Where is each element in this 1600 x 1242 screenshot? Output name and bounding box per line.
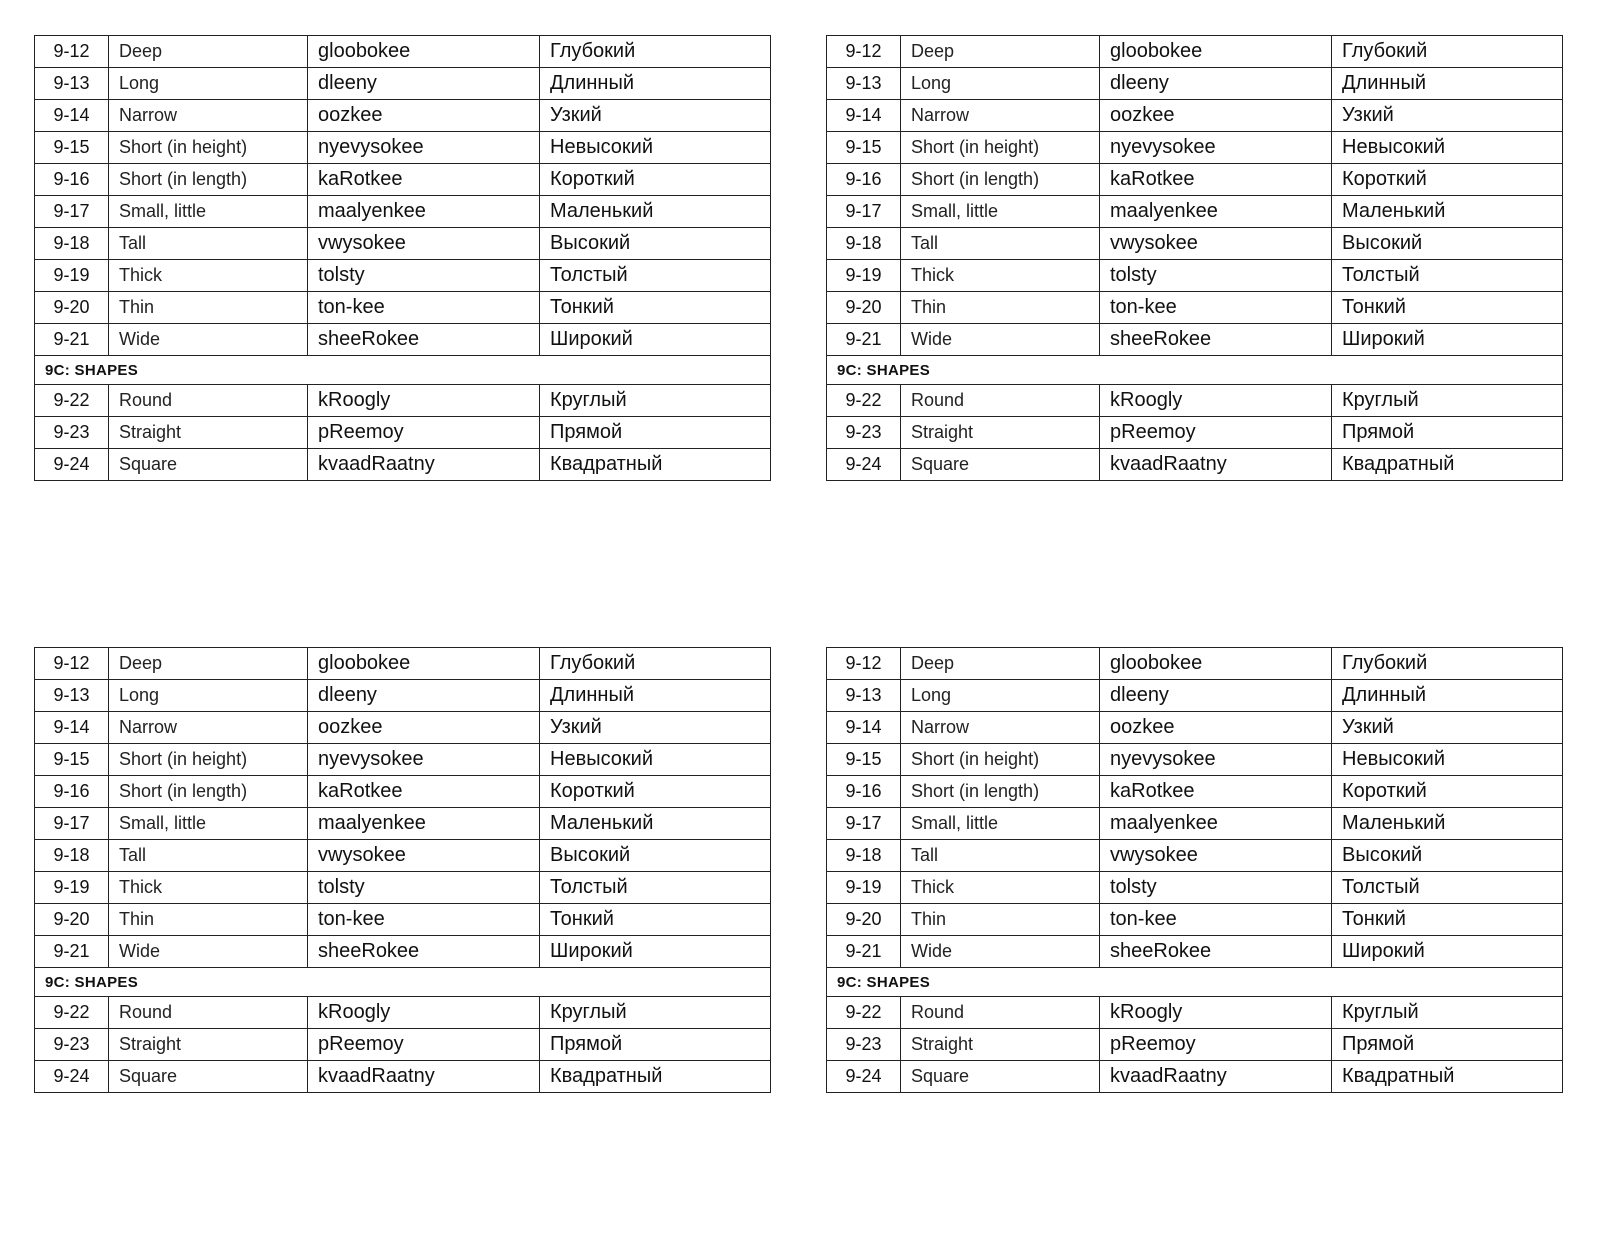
- section-title: 9C: SHAPES: [827, 968, 1563, 997]
- item-number: 9-20: [827, 292, 901, 324]
- russian-word: Невысокий: [1332, 132, 1563, 164]
- russian-word: Короткий: [1332, 164, 1563, 196]
- transliteration: dleeny: [308, 68, 540, 100]
- transliteration: kvaadRaatny: [1100, 1061, 1332, 1093]
- item-number: 9-12: [35, 648, 109, 680]
- english-word: Wide: [901, 936, 1100, 968]
- table-row: [35, 712, 771, 744]
- vocab-tbody: [35, 36, 771, 481]
- item-number: 9-20: [35, 292, 109, 324]
- item-number: 9-17: [35, 808, 109, 840]
- russian-word: Толстый: [540, 872, 771, 904]
- table-row: [35, 648, 771, 680]
- table-row: [827, 132, 1563, 164]
- transliteration: ton-kee: [308, 292, 540, 324]
- item-number: 9-12: [827, 36, 901, 68]
- russian-word: Квадратный: [540, 449, 771, 481]
- table-row: [827, 648, 1563, 680]
- item-number: 9-23: [35, 417, 109, 449]
- table-row: [827, 744, 1563, 776]
- item-number: 9-22: [35, 385, 109, 417]
- transliteration: sheeRokee: [308, 936, 540, 968]
- vocab-card-bottom-right: [826, 647, 1562, 1093]
- russian-word: Высокий: [540, 228, 771, 260]
- russian-word: Узкий: [1332, 712, 1563, 744]
- section-header-row: [827, 356, 1563, 385]
- russian-word: Узкий: [540, 100, 771, 132]
- english-word: Thick: [109, 260, 308, 292]
- english-word: Wide: [109, 324, 308, 356]
- russian-word: Широкий: [540, 324, 771, 356]
- item-number: 9-19: [827, 872, 901, 904]
- vocab-tbody: [827, 648, 1563, 1093]
- table-row: [35, 936, 771, 968]
- transliteration: oozkee: [1100, 100, 1332, 132]
- russian-word: Круглый: [540, 997, 771, 1029]
- english-word: Deep: [109, 36, 308, 68]
- russian-word: Прямой: [1332, 417, 1563, 449]
- russian-word: Широкий: [1332, 324, 1563, 356]
- vocab-card-top-left: [34, 35, 770, 481]
- russian-word: Высокий: [540, 840, 771, 872]
- transliteration: pReemoy: [1100, 1029, 1332, 1061]
- russian-word: Длинный: [1332, 680, 1563, 712]
- transliteration: kRoogly: [1100, 997, 1332, 1029]
- table-row: [35, 228, 771, 260]
- russian-word: Прямой: [540, 417, 771, 449]
- english-word: Round: [901, 997, 1100, 1029]
- english-word: Straight: [109, 1029, 308, 1061]
- english-word: Thick: [109, 872, 308, 904]
- russian-word: Глубокий: [1332, 36, 1563, 68]
- transliteration: pReemoy: [1100, 417, 1332, 449]
- vocab-table: [34, 647, 771, 1093]
- table-row: [35, 100, 771, 132]
- item-number: 9-24: [827, 1061, 901, 1093]
- transliteration: vwysokee: [308, 228, 540, 260]
- table-row: [827, 164, 1563, 196]
- item-number: 9-13: [35, 68, 109, 100]
- vocab-table: [34, 35, 771, 481]
- transliteration: ton-kee: [1100, 904, 1332, 936]
- item-number: 9-24: [35, 1061, 109, 1093]
- english-word: Narrow: [109, 100, 308, 132]
- transliteration: tolsty: [1100, 260, 1332, 292]
- transliteration: sheeRokee: [1100, 324, 1332, 356]
- item-number: 9-15: [35, 132, 109, 164]
- english-word: Wide: [901, 324, 1100, 356]
- table-row: [35, 840, 771, 872]
- russian-word: Толстый: [1332, 872, 1563, 904]
- russian-word: Тонкий: [540, 904, 771, 936]
- table-row: [827, 68, 1563, 100]
- item-number: 9-17: [35, 196, 109, 228]
- vocab-tbody: [35, 648, 771, 1093]
- russian-word: Круглый: [1332, 385, 1563, 417]
- table-row: [827, 904, 1563, 936]
- transliteration: nyevysokee: [1100, 132, 1332, 164]
- item-number: 9-13: [827, 68, 901, 100]
- table-row: [827, 228, 1563, 260]
- russian-word: Широкий: [540, 936, 771, 968]
- transliteration: pReemoy: [308, 417, 540, 449]
- english-word: Thick: [901, 260, 1100, 292]
- transliteration: nyevysokee: [308, 132, 540, 164]
- english-word: Long: [901, 680, 1100, 712]
- transliteration: kaRotkee: [1100, 164, 1332, 196]
- item-number: 9-16: [827, 776, 901, 808]
- item-number: 9-19: [827, 260, 901, 292]
- transliteration: kaRotkee: [308, 776, 540, 808]
- section-title: 9C: SHAPES: [35, 356, 771, 385]
- item-number: 9-23: [827, 417, 901, 449]
- english-word: Wide: [109, 936, 308, 968]
- vocab-tbody: [827, 36, 1563, 481]
- english-word: Short (in height): [901, 744, 1100, 776]
- english-word: Long: [901, 68, 1100, 100]
- transliteration: nyevysokee: [1100, 744, 1332, 776]
- english-word: Deep: [109, 648, 308, 680]
- table-row: [35, 872, 771, 904]
- transliteration: kRoogly: [308, 997, 540, 1029]
- item-number: 9-16: [827, 164, 901, 196]
- english-word: Short (in length): [901, 776, 1100, 808]
- table-row: [827, 385, 1563, 417]
- english-word: Round: [109, 385, 308, 417]
- english-word: Small, little: [109, 196, 308, 228]
- table-row: [35, 68, 771, 100]
- section-header-row: [827, 968, 1563, 997]
- english-word: Short (in height): [109, 132, 308, 164]
- transliteration: gloobokee: [1100, 36, 1332, 68]
- english-word: Tall: [109, 840, 308, 872]
- russian-word: Длинный: [1332, 68, 1563, 100]
- transliteration: maalyenkee: [1100, 808, 1332, 840]
- table-row: [827, 776, 1563, 808]
- table-row: [827, 872, 1563, 904]
- russian-word: Высокий: [1332, 228, 1563, 260]
- english-word: Square: [901, 1061, 1100, 1093]
- table-row: [35, 260, 771, 292]
- item-number: 9-19: [35, 872, 109, 904]
- russian-word: Квадратный: [1332, 1061, 1563, 1093]
- table-row: [35, 417, 771, 449]
- table-row: [827, 840, 1563, 872]
- russian-word: Невысокий: [1332, 744, 1563, 776]
- english-word: Round: [901, 385, 1100, 417]
- item-number: 9-17: [827, 196, 901, 228]
- table-row: [35, 680, 771, 712]
- item-number: 9-21: [35, 324, 109, 356]
- transliteration: kvaadRaatny: [308, 449, 540, 481]
- russian-word: Высокий: [1332, 840, 1563, 872]
- table-row: [827, 997, 1563, 1029]
- item-number: 9-14: [35, 712, 109, 744]
- russian-word: Круглый: [540, 385, 771, 417]
- transliteration: vwysokee: [308, 840, 540, 872]
- transliteration: nyevysokee: [308, 744, 540, 776]
- table-row: [827, 449, 1563, 481]
- russian-word: Тонкий: [540, 292, 771, 324]
- section-title: 9C: SHAPES: [827, 356, 1563, 385]
- item-number: 9-14: [827, 100, 901, 132]
- english-word: Small, little: [901, 808, 1100, 840]
- item-number: 9-15: [35, 744, 109, 776]
- transliteration: gloobokee: [1100, 648, 1332, 680]
- transliteration: sheeRokee: [308, 324, 540, 356]
- table-row: [827, 36, 1563, 68]
- item-number: 9-23: [35, 1029, 109, 1061]
- transliteration: ton-kee: [1100, 292, 1332, 324]
- english-word: Tall: [901, 840, 1100, 872]
- transliteration: dleeny: [308, 680, 540, 712]
- transliteration: gloobokee: [308, 36, 540, 68]
- item-number: 9-22: [827, 385, 901, 417]
- english-word: Thick: [901, 872, 1100, 904]
- table-row: [35, 385, 771, 417]
- item-number: 9-16: [35, 776, 109, 808]
- english-word: Long: [109, 680, 308, 712]
- english-word: Small, little: [901, 196, 1100, 228]
- item-number: 9-12: [35, 36, 109, 68]
- section-header-row: [35, 968, 771, 997]
- table-row: [35, 132, 771, 164]
- table-row: [827, 712, 1563, 744]
- vocab-table: [826, 647, 1563, 1093]
- transliteration: tolsty: [1100, 872, 1332, 904]
- table-row: [827, 1029, 1563, 1061]
- english-word: Narrow: [901, 100, 1100, 132]
- table-row: [827, 1061, 1563, 1093]
- russian-word: Толстый: [540, 260, 771, 292]
- table-row: [35, 196, 771, 228]
- transliteration: maalyenkee: [1100, 196, 1332, 228]
- transliteration: sheeRokee: [1100, 936, 1332, 968]
- transliteration: tolsty: [308, 872, 540, 904]
- russian-word: Короткий: [540, 164, 771, 196]
- item-number: 9-22: [35, 997, 109, 1029]
- russian-word: Глубокий: [540, 648, 771, 680]
- russian-word: Невысокий: [540, 744, 771, 776]
- english-word: Short (in length): [901, 164, 1100, 196]
- english-word: Long: [109, 68, 308, 100]
- transliteration: maalyenkee: [308, 196, 540, 228]
- russian-word: Маленький: [540, 808, 771, 840]
- english-word: Deep: [901, 648, 1100, 680]
- english-word: Thin: [901, 292, 1100, 324]
- transliteration: kRoogly: [1100, 385, 1332, 417]
- table-row: [827, 100, 1563, 132]
- table-row: [827, 808, 1563, 840]
- table-row: [827, 324, 1563, 356]
- item-number: 9-17: [827, 808, 901, 840]
- english-word: Tall: [901, 228, 1100, 260]
- russian-word: Толстый: [1332, 260, 1563, 292]
- section-header-row: [35, 356, 771, 385]
- vocab-card-bottom-left: [34, 647, 770, 1093]
- english-word: Small, little: [109, 808, 308, 840]
- item-number: 9-15: [827, 132, 901, 164]
- english-word: Tall: [109, 228, 308, 260]
- vocab-table: [826, 35, 1563, 481]
- item-number: 9-16: [35, 164, 109, 196]
- english-word: Thin: [109, 904, 308, 936]
- english-word: Square: [109, 449, 308, 481]
- item-number: 9-18: [35, 840, 109, 872]
- table-row: [35, 904, 771, 936]
- english-word: Narrow: [901, 712, 1100, 744]
- russian-word: Тонкий: [1332, 292, 1563, 324]
- vocab-card-top-right: [826, 35, 1562, 481]
- russian-word: Квадратный: [1332, 449, 1563, 481]
- table-row: [35, 1029, 771, 1061]
- table-row: [827, 936, 1563, 968]
- english-word: Short (in height): [109, 744, 308, 776]
- section-title: 9C: SHAPES: [35, 968, 771, 997]
- table-row: [827, 417, 1563, 449]
- russian-word: Квадратный: [540, 1061, 771, 1093]
- english-word: Short (in length): [109, 164, 308, 196]
- transliteration: gloobokee: [308, 648, 540, 680]
- transliteration: vwysokee: [1100, 228, 1332, 260]
- english-word: Square: [109, 1061, 308, 1093]
- russian-word: Маленький: [540, 196, 771, 228]
- english-word: Short (in length): [109, 776, 308, 808]
- russian-word: Длинный: [540, 68, 771, 100]
- transliteration: kRoogly: [308, 385, 540, 417]
- transliteration: kvaadRaatny: [1100, 449, 1332, 481]
- table-row: [827, 680, 1563, 712]
- transliteration: vwysokee: [1100, 840, 1332, 872]
- russian-word: Узкий: [540, 712, 771, 744]
- item-number: 9-15: [827, 744, 901, 776]
- table-row: [827, 260, 1563, 292]
- english-word: Straight: [901, 1029, 1100, 1061]
- russian-word: Тонкий: [1332, 904, 1563, 936]
- russian-word: Узкий: [1332, 100, 1563, 132]
- table-row: [35, 449, 771, 481]
- item-number: 9-20: [827, 904, 901, 936]
- transliteration: kaRotkee: [1100, 776, 1332, 808]
- transliteration: kvaadRaatny: [308, 1061, 540, 1093]
- item-number: 9-21: [827, 936, 901, 968]
- russian-word: Широкий: [1332, 936, 1563, 968]
- transliteration: pReemoy: [308, 1029, 540, 1061]
- russian-word: Короткий: [540, 776, 771, 808]
- russian-word: Прямой: [540, 1029, 771, 1061]
- item-number: 9-14: [35, 100, 109, 132]
- item-number: 9-21: [827, 324, 901, 356]
- table-row: [35, 36, 771, 68]
- item-number: 9-24: [35, 449, 109, 481]
- transliteration: dleeny: [1100, 68, 1332, 100]
- item-number: 9-18: [827, 840, 901, 872]
- russian-word: Длинный: [540, 680, 771, 712]
- table-row: [827, 196, 1563, 228]
- item-number: 9-21: [35, 936, 109, 968]
- item-number: 9-12: [827, 648, 901, 680]
- item-number: 9-22: [827, 997, 901, 1029]
- table-row: [35, 1061, 771, 1093]
- item-number: 9-23: [827, 1029, 901, 1061]
- table-row: [35, 776, 771, 808]
- transliteration: maalyenkee: [308, 808, 540, 840]
- transliteration: oozkee: [308, 100, 540, 132]
- russian-word: Глубокий: [1332, 648, 1563, 680]
- item-number: 9-13: [35, 680, 109, 712]
- table-row: [35, 744, 771, 776]
- english-word: Square: [901, 449, 1100, 481]
- english-word: Short (in height): [901, 132, 1100, 164]
- english-word: Narrow: [109, 712, 308, 744]
- transliteration: oozkee: [308, 712, 540, 744]
- table-row: [35, 808, 771, 840]
- transliteration: tolsty: [308, 260, 540, 292]
- transliteration: oozkee: [1100, 712, 1332, 744]
- table-row: [35, 292, 771, 324]
- table-row: [35, 324, 771, 356]
- russian-word: Маленький: [1332, 196, 1563, 228]
- item-number: 9-20: [35, 904, 109, 936]
- russian-word: Маленький: [1332, 808, 1563, 840]
- item-number: 9-13: [827, 680, 901, 712]
- russian-word: Невысокий: [540, 132, 771, 164]
- table-row: [827, 292, 1563, 324]
- english-word: Round: [109, 997, 308, 1029]
- transliteration: ton-kee: [308, 904, 540, 936]
- english-word: Straight: [109, 417, 308, 449]
- russian-word: Глубокий: [540, 36, 771, 68]
- english-word: Thin: [109, 292, 308, 324]
- english-word: Straight: [901, 417, 1100, 449]
- transliteration: kaRotkee: [308, 164, 540, 196]
- russian-word: Круглый: [1332, 997, 1563, 1029]
- item-number: 9-18: [35, 228, 109, 260]
- english-word: Deep: [901, 36, 1100, 68]
- transliteration: dleeny: [1100, 680, 1332, 712]
- russian-word: Прямой: [1332, 1029, 1563, 1061]
- table-row: [35, 164, 771, 196]
- item-number: 9-19: [35, 260, 109, 292]
- item-number: 9-18: [827, 228, 901, 260]
- table-row: [35, 997, 771, 1029]
- item-number: 9-14: [827, 712, 901, 744]
- russian-word: Короткий: [1332, 776, 1563, 808]
- english-word: Thin: [901, 904, 1100, 936]
- item-number: 9-24: [827, 449, 901, 481]
